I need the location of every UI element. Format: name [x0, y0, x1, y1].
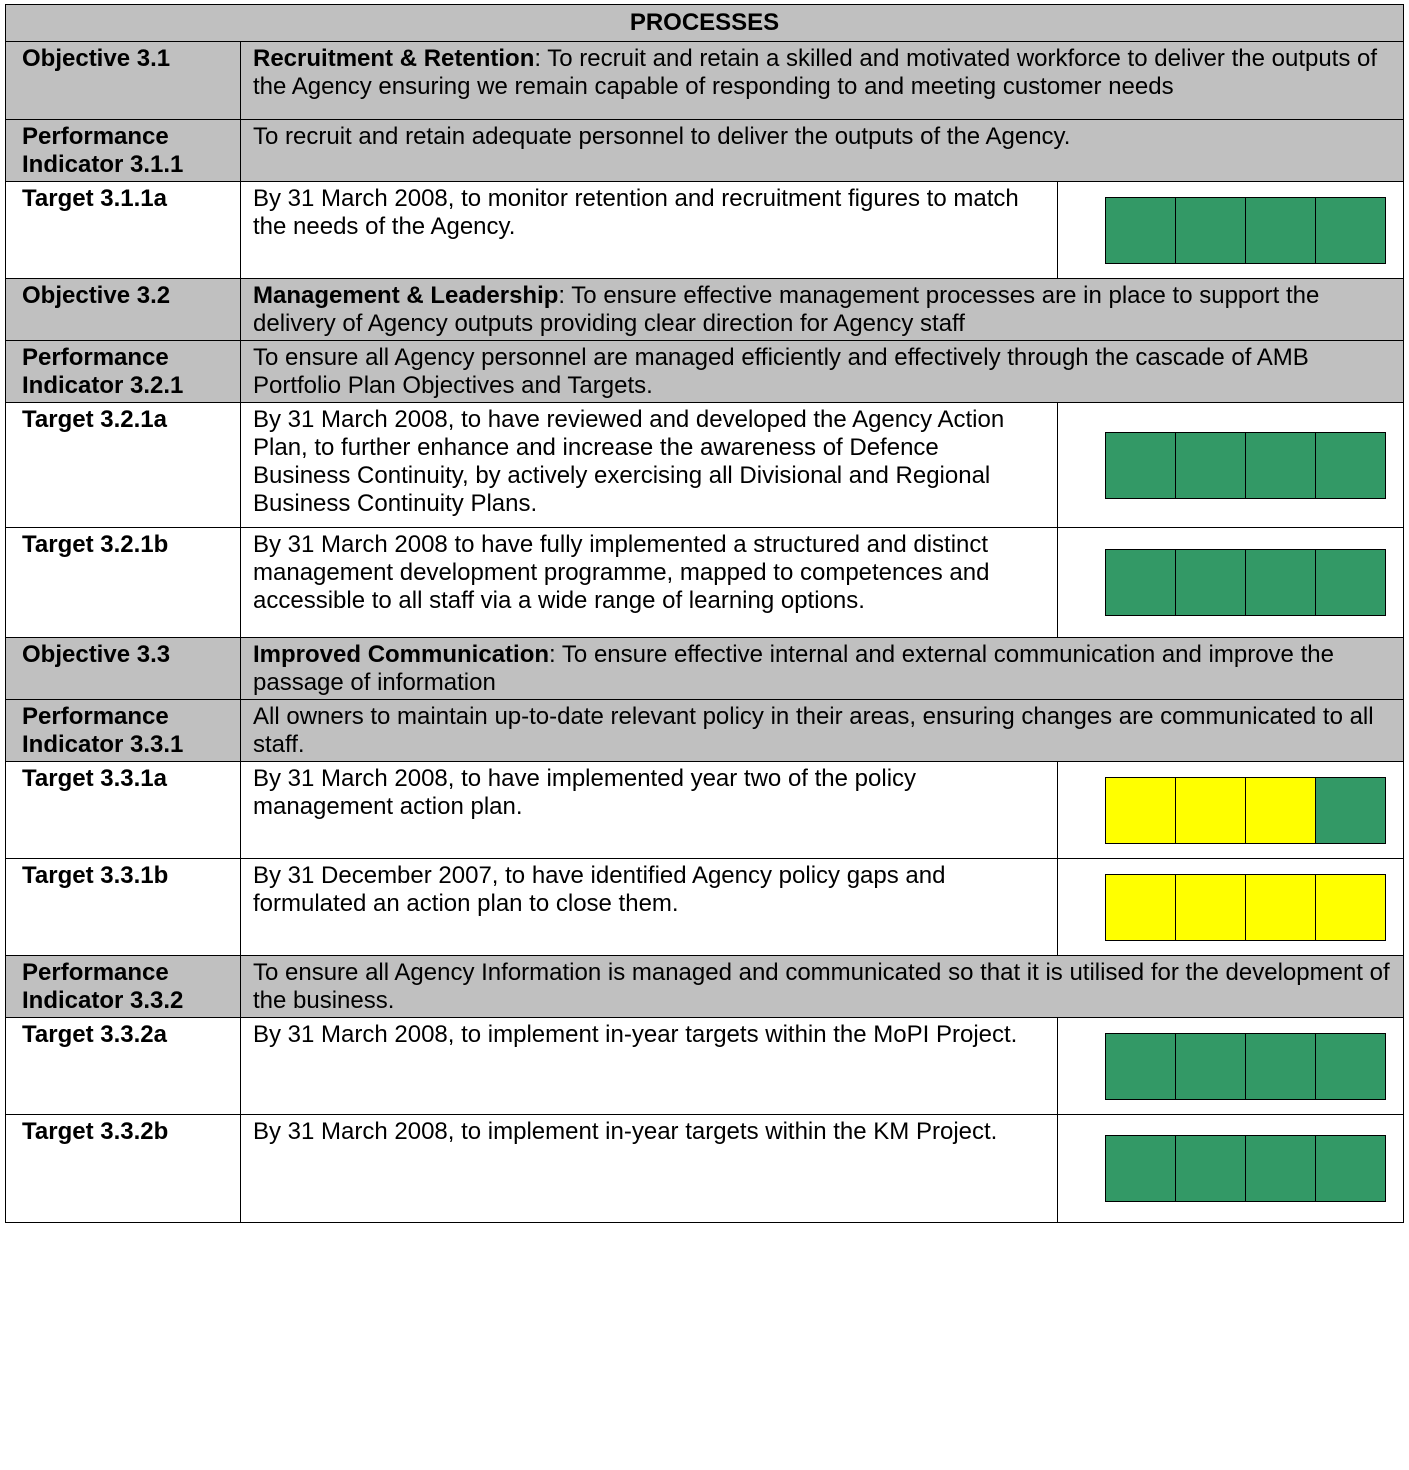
rating-cell: [1058, 1018, 1404, 1115]
rating-box-yellow: [1246, 875, 1316, 940]
target-label: Target 3.3.2b: [6, 1115, 241, 1223]
rating-indicator: [1105, 197, 1386, 264]
rating-box-green: [1316, 778, 1385, 843]
rating-cell: [1058, 859, 1404, 956]
rating-box-green: [1246, 1136, 1316, 1201]
target-text: By 31 March 2008 to have fully implemented a structured and distinct management development programme, mapped to competences and accessible to all staff via a wide range of learning options.: [253, 531, 990, 614]
processes-table: [5, 4, 1404, 1223]
rating-box-green: [1246, 1034, 1316, 1099]
target-description: [241, 528, 1058, 638]
objective-row: [6, 279, 1404, 341]
target-label: Target 3.3.2a: [6, 1018, 241, 1115]
objective-text: : To ensure effective internal and external communication and improve the passage of information: [253, 641, 1334, 696]
rating-cell: [1058, 762, 1404, 859]
target-row: [6, 1115, 1404, 1223]
target-text: By 31 December 2007, to have identified Agency policy gaps and formulated an action plan to close them.: [253, 862, 946, 917]
rating-box-green: [1106, 433, 1176, 498]
rating-box-green: [1106, 550, 1176, 615]
target-label: Target 3.1.1a: [6, 182, 241, 279]
target-description: [241, 403, 1058, 528]
objective-row: [6, 42, 1404, 120]
rating-box-green: [1316, 198, 1385, 263]
rating-box-yellow: [1106, 778, 1176, 843]
rating-indicator: [1105, 1135, 1386, 1202]
rating-cell: [1058, 1115, 1404, 1223]
indicator-row: [6, 120, 1404, 182]
target-label: Target 3.3.1a: [6, 762, 241, 859]
objective-label: Objective 3.3: [6, 638, 241, 700]
rating-box-yellow: [1246, 778, 1316, 843]
target-label: Target 3.2.1b: [6, 528, 241, 638]
rating-box-green: [1316, 1034, 1385, 1099]
target-text: By 31 March 2008, to have reviewed and developed the Agency Action Plan, to further enhance and increase the awareness of Defence Business Continuity, by actively exercising all Divisional and Regional Business Continuity Plans.: [253, 406, 1005, 517]
objective-label: Objective 3.1: [6, 42, 241, 120]
rating-box-green: [1106, 198, 1176, 263]
target-text: By 31 March 2008, to monitor retention and recruitment figures to match the needs of the Agency.: [253, 185, 1019, 240]
rating-cell: [1058, 403, 1404, 528]
rating-box-green: [1246, 198, 1316, 263]
objective-title: Improved Communication: [253, 641, 550, 668]
target-description: [241, 762, 1058, 859]
rating-box-green: [1316, 433, 1385, 498]
target-description: [241, 859, 1058, 956]
target-text: By 31 March 2008, to have implemented year two of the policy management action plan.: [253, 765, 917, 820]
rating-indicator: [1105, 874, 1386, 941]
indicator-label: Performance Indicator 3.1.1: [6, 120, 241, 182]
target-row: [6, 182, 1404, 279]
indicator-text: To recruit and retain adequate personnel to deliver the outputs of the Agency.: [253, 123, 1071, 150]
target-description: [241, 182, 1058, 279]
rating-box-green: [1176, 1136, 1246, 1201]
objective-description: [241, 42, 1404, 120]
objective-text: : To recruit and retain a skilled and motivated workforce to deliver the outputs of the Agency ensuring we remain capable of responding to and meeting customer needs: [253, 45, 1378, 100]
target-row: [6, 762, 1404, 859]
rating-box-green: [1106, 1136, 1176, 1201]
indicator-label: Performance Indicator 3.2.1: [6, 341, 241, 403]
indicator-description: [241, 341, 1404, 403]
target-row: [6, 528, 1404, 638]
indicator-row: [6, 341, 1404, 403]
target-label: Target 3.2.1a: [6, 403, 241, 528]
indicator-description: [241, 120, 1404, 182]
rating-box-yellow: [1176, 778, 1246, 843]
rating-box-green: [1246, 433, 1316, 498]
indicator-text: All owners to maintain up-to-date relevant policy in their areas, ensuring changes are communicated to all staff.: [253, 703, 1374, 758]
objective-label: Objective 3.2: [6, 279, 241, 341]
objective-text: : To ensure effective management processes are in place to support the delivery of Agency outputs providing clear direction for Agency staff: [253, 282, 1320, 337]
table-header-row: [6, 5, 1404, 42]
rating-cell: [1058, 528, 1404, 638]
rating-box-green: [1176, 1034, 1246, 1099]
rating-box-green: [1316, 1136, 1385, 1201]
indicator-row: [6, 700, 1404, 762]
table-body: [6, 5, 1404, 1223]
target-label: Target 3.3.1b: [6, 859, 241, 956]
rating-box-green: [1246, 550, 1316, 615]
indicator-description: [241, 700, 1404, 762]
rating-box-green: [1316, 550, 1385, 615]
rating-box-green: [1176, 198, 1246, 263]
table-header: PROCESSES: [6, 5, 1404, 42]
objective-description: [241, 279, 1404, 341]
rating-indicator: [1105, 549, 1386, 616]
objective-description: [241, 638, 1404, 700]
target-text: By 31 March 2008, to implement in-year targets within the MoPI Project.: [253, 1021, 1018, 1048]
rating-box-green: [1106, 1034, 1176, 1099]
objective-title: Recruitment & Retention: [253, 45, 535, 72]
objective-title: Management & Leadership: [253, 282, 559, 309]
target-text: By 31 March 2008, to implement in-year targets within the KM Project.: [253, 1118, 998, 1145]
target-row: [6, 1018, 1404, 1115]
rating-box-green: [1176, 550, 1246, 615]
rating-box-yellow: [1176, 875, 1246, 940]
rating-indicator: [1105, 432, 1386, 499]
rating-cell: [1058, 182, 1404, 279]
indicator-row: [6, 956, 1404, 1018]
target-description: [241, 1018, 1058, 1115]
rating-box-yellow: [1106, 875, 1176, 940]
target-row: [6, 403, 1404, 528]
target-description: [241, 1115, 1058, 1223]
rating-box-yellow: [1316, 875, 1385, 940]
indicator-text: To ensure all Agency personnel are managed efficiently and effectively through the cascade of AMB Portfolio Plan Objectives and Targets.: [253, 344, 1309, 399]
indicator-label: Performance Indicator 3.3.2: [6, 956, 241, 1018]
objective-row: [6, 638, 1404, 700]
rating-indicator: [1105, 777, 1386, 844]
indicator-description: [241, 956, 1404, 1018]
indicator-text: To ensure all Agency Information is managed and communicated so that it is utilised for the development of the business.: [253, 959, 1390, 1014]
target-row: [6, 859, 1404, 956]
indicator-label: Performance Indicator 3.3.1: [6, 700, 241, 762]
rating-box-green: [1176, 433, 1246, 498]
rating-indicator: [1105, 1033, 1386, 1100]
